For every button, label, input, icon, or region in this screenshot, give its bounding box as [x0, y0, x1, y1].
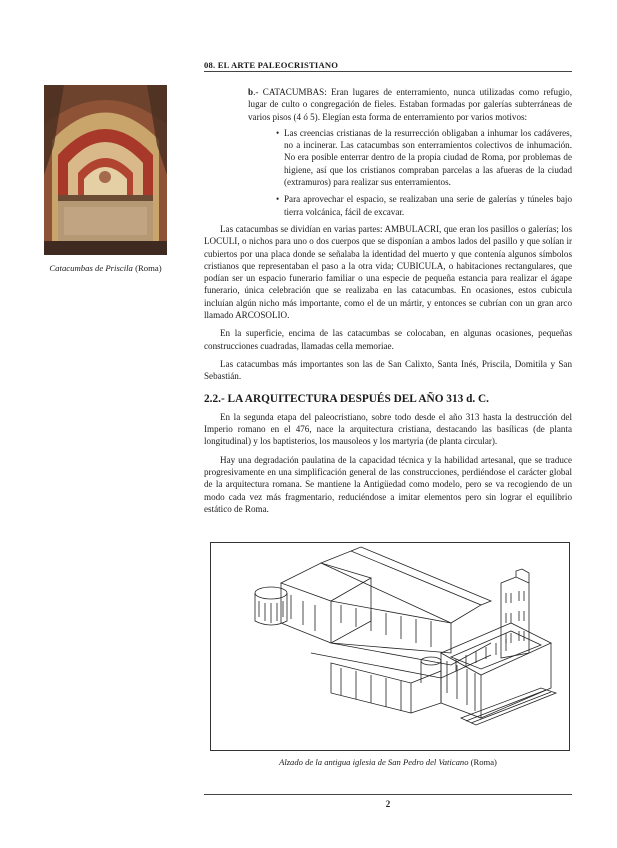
photo-caption-title: Catacumbas de Priscila	[49, 263, 133, 273]
paragraph: Las catacumbas más importantes son las de San Calixto, Santa Inés, Priscila, Domitila y San Sebastián.	[204, 358, 572, 382]
photo-caption-place: (Roma)	[132, 263, 162, 273]
intro-lead: b	[248, 87, 254, 97]
footer-rule	[204, 794, 572, 795]
bullet-glyph: •	[276, 127, 280, 138]
section-heading: 2.2.- LA ARQUITECTURA DESPUÉS DEL AÑO 313 d. C.	[204, 392, 489, 405]
basilica-drawing	[211, 543, 569, 750]
paragraph: Hay una degradación paulatina de la capacidad técnica y la habilidad artesanal, que se traduce progresivamente en una simplificación general de las construcciones, perdiéndose el carácter global de la arquitectura romana. Se mantiene la Antigüedad como modelo, pero se va recogiendo de un modo cada vez más fragmentario, reduciéndose a imitar elementos pero sin lograr el equilibrio estático de Roma.	[204, 454, 572, 514]
paragraph: En la superficie, encima de las catacumbas se colocaban, en algunas ocasiones, pequeñas construcciones cuadradas, llamadas cella memoriae.	[204, 328, 572, 351]
header-rule	[204, 71, 572, 72]
page-number: 2	[385, 799, 391, 809]
figure-caption-title: Alzado de la antigua iglesia de San Pedro del Vaticano	[279, 757, 469, 767]
intro-text: .- CATACUMBAS: Eran lugares de enterramiento, nunca utilizadas como refugio, lugar de culto o congregación de fieles. Estaban formadas por galerías subterráneas de varios pisos (4 ó 5). Elegían esta forma de enterramiento por varios motivos:	[248, 87, 572, 122]
catacomb-photo	[44, 85, 167, 255]
bullet-item	[276, 193, 572, 218]
main-text	[204, 86, 572, 521]
bullet-glyph: •	[276, 194, 280, 205]
section-header: 08. EL ARTE PALEOCRISTIANO	[204, 60, 339, 70]
paragraph: En la segunda etapa del paleocristiano, sobre todo desde el año 313 hasta la destrucción del Imperio romano en el 476, nace la arquitectura cristiana, destacando las basílicas (de planta longitudinal) y los baptisterios, los mausoleos y los martyria (de planta circular).	[204, 411, 572, 447]
figure-caption-place: (Roma)	[468, 757, 497, 767]
intro-paragraph	[248, 86, 572, 123]
figure-caption	[204, 757, 572, 767]
bullet-item	[276, 127, 572, 188]
figure-frame	[210, 542, 570, 751]
photo-caption	[44, 263, 167, 273]
bullet-text: Las creencias cristianas de la resurrección obligaban a inhumar los cadáveres, no a incinerar. Las catacumbas son enterramientos colectivos de inhumación. No era posible enterrar dentro de la propia ciudad de Roma, por problemas de higiene, así que los cristianos compraban parcelas a las afueras de la ciudad (extramuros) para realizar sus enterramientos.	[284, 127, 572, 188]
paragraph: Las catacumbas se dividían en varias partes: AMBULACRI, que eran los pasillos o galerías; los LOCULI, o nichos para uno o dos cuerpos que se disponían a ambos lados del pasillo y que solían ir cubiertos por una placa donde se señalaba la identidad del muerto y que contenía algunos símbolos cristianos que representaban el paso a la otra vida; CUBICULA, o habitaciones rectangulares, que podían ser un espacio funerario familiar o una especie de pequeña estancia para realizar el ágape funerario, única celebración que se realizaba en las catacumbas. En ocasiones, estos cubicula incluían algún nicho más importante, como el de un mártir, y entonces se cubrían con un gran arco llamado ARCOSOLIO.	[204, 223, 572, 321]
bullet-list	[276, 127, 572, 218]
bullet-text: Para aprovechar el espacio, se realizaban una serie de galerías y túneles bajo tierra volcánica, fácil de excavar.	[284, 194, 572, 217]
